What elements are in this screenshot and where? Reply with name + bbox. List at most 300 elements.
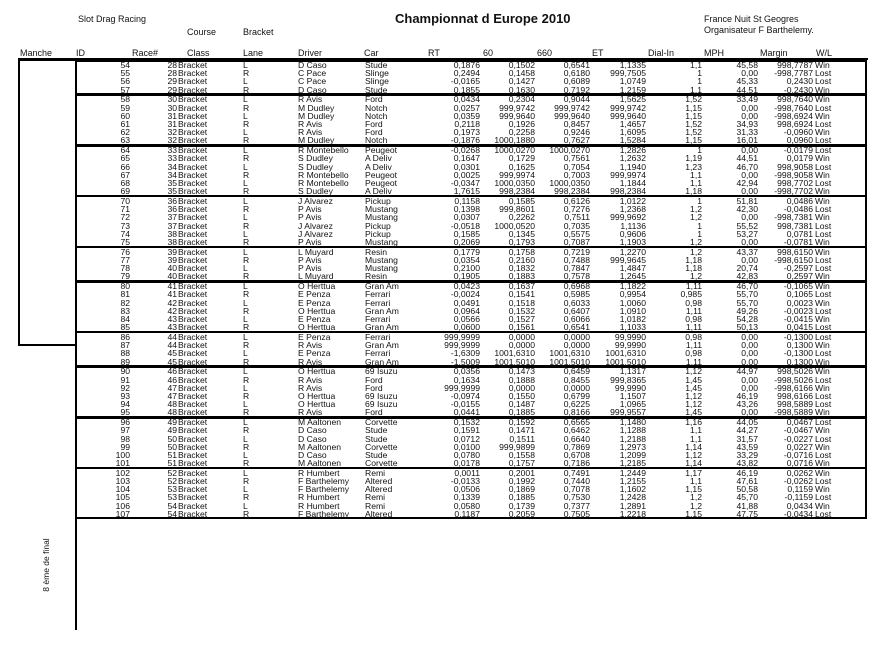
cell-660: 1001,6310 bbox=[549, 348, 590, 359]
cell-race: 41 bbox=[167, 281, 177, 292]
cell-660: 0,8455 bbox=[563, 374, 590, 385]
cell-dialin: 1,11 bbox=[685, 281, 702, 292]
cell-et: 1,1940 bbox=[619, 161, 646, 172]
col-car: Car bbox=[364, 48, 379, 58]
cell-lane: L bbox=[243, 145, 248, 156]
cell-margin: 0,1159 bbox=[787, 484, 813, 495]
cell-driver: D Caso bbox=[298, 433, 327, 444]
cell-class: Bracket bbox=[178, 390, 208, 401]
cell-race: 36 bbox=[167, 195, 177, 206]
cell-660: 0,9044 bbox=[563, 94, 590, 105]
cell-wl: Win bbox=[815, 212, 830, 223]
cell-et: 999,9640 bbox=[610, 110, 646, 121]
cell-60: 0,1471 bbox=[508, 425, 535, 436]
cell-lane: R bbox=[243, 254, 250, 265]
cell-driver: F Barthelemy bbox=[298, 484, 350, 495]
cell-car: Slinge bbox=[365, 76, 389, 87]
cell-race: 40 bbox=[167, 271, 177, 282]
cell-race: 47 bbox=[167, 390, 177, 401]
cell-class: Bracket bbox=[178, 417, 208, 428]
cell-660: 0,6459 bbox=[563, 366, 590, 377]
cell-rt: 0,0359 bbox=[453, 110, 480, 121]
cell-car: Peugeot bbox=[365, 169, 398, 180]
cell-et: 1,1480 bbox=[619, 417, 646, 428]
cell-et: 1,2099 bbox=[619, 449, 646, 460]
cell-660: 0,7003 bbox=[563, 169, 590, 180]
cell-race: 50 bbox=[167, 441, 177, 452]
cell-driver: R Avis bbox=[298, 382, 323, 393]
cell-60: 0,1729 bbox=[508, 153, 535, 164]
cell-660: 0,6565 bbox=[563, 417, 590, 428]
cell-rt: -0,1876 bbox=[450, 135, 480, 146]
cell-mph: 50,13 bbox=[736, 322, 758, 333]
table-row bbox=[0, 128, 894, 136]
cell-et: 1,0122 bbox=[619, 195, 646, 206]
cell-et: 1,2185 bbox=[619, 458, 646, 469]
cell-class: Bracket bbox=[178, 281, 208, 292]
cell-wl: Win bbox=[815, 84, 830, 95]
cell-lane: L bbox=[243, 467, 248, 478]
cell-class: Bracket bbox=[178, 458, 208, 469]
cell-id: 86 bbox=[120, 331, 130, 342]
cell-car: Pickup bbox=[365, 195, 391, 206]
cell-margin: -998,5889 bbox=[774, 407, 813, 418]
cell-class: Bracket bbox=[178, 433, 208, 444]
cell-60: 999,9640 bbox=[499, 110, 535, 121]
cell-rt: 0,0100 bbox=[453, 441, 480, 452]
cell-lane: R bbox=[243, 390, 250, 401]
cell-et: 1,0060 bbox=[619, 297, 646, 308]
cell-dialin: 1,15 bbox=[685, 102, 702, 113]
cell-60: 0,1739 bbox=[508, 500, 535, 511]
table-row bbox=[0, 323, 894, 331]
cell-margin: 998,5026 bbox=[777, 366, 813, 377]
cell-rt: 0,1187 bbox=[454, 508, 480, 519]
cell-margin: 998,9058 bbox=[777, 161, 813, 172]
cell-race: 51 bbox=[167, 458, 177, 469]
cell-car: Mustang bbox=[365, 204, 398, 215]
cell-margin: 0,2430 bbox=[786, 76, 813, 87]
cell-lane: R bbox=[243, 289, 250, 300]
table-row bbox=[0, 469, 894, 477]
cell-dialin: 1,14 bbox=[685, 441, 702, 452]
cell-660: 0,7578 bbox=[563, 271, 590, 282]
cell-car: Mustang bbox=[365, 254, 398, 265]
cell-margin: 998,7381 bbox=[777, 220, 813, 231]
cell-class: Bracket bbox=[178, 263, 208, 274]
cell-driver: D Caso bbox=[298, 449, 327, 460]
cell-driver: P Avis bbox=[298, 254, 322, 265]
table-row bbox=[0, 349, 894, 357]
cell-660: 0,6407 bbox=[563, 305, 590, 316]
table-row bbox=[0, 154, 894, 162]
cell-lane: L bbox=[243, 297, 248, 308]
cell-car: Ford bbox=[365, 374, 383, 385]
cell-et: 999,8365 bbox=[610, 374, 646, 385]
cell-rt: -0,0974 bbox=[450, 390, 480, 401]
cell-car: Notch bbox=[365, 135, 388, 146]
cell-id: 99 bbox=[120, 441, 130, 452]
cell-dialin: 1,1 bbox=[690, 433, 702, 444]
cell-rt: 0,0780 bbox=[453, 449, 480, 460]
cell-660: 0,6066 bbox=[563, 313, 590, 324]
cell-wl: Lost bbox=[815, 135, 832, 146]
cell-660: 0,6462 bbox=[563, 425, 590, 436]
cell-margin: -0,0262 bbox=[783, 476, 813, 487]
cell-rt: 0,0301 bbox=[453, 161, 480, 172]
cell-660: 0,0000 bbox=[563, 331, 590, 342]
cell-et: 1,0182 bbox=[619, 313, 646, 324]
cell-rt: 0,1647 bbox=[453, 153, 480, 164]
cell-et: 1,0910 bbox=[619, 305, 646, 316]
cell-rt: 0,1158 bbox=[454, 195, 480, 206]
cell-id: 96 bbox=[120, 417, 130, 428]
cell-60: 0,1630 bbox=[508, 84, 535, 95]
cell-car: Slinge bbox=[365, 68, 389, 79]
cell-margin: -0,1065 bbox=[783, 281, 813, 292]
cell-mph: 0,00 bbox=[741, 68, 758, 79]
cell-class: Bracket bbox=[178, 313, 208, 324]
cell-driver: O Herttua bbox=[298, 322, 336, 333]
cell-660: 0,7186 bbox=[563, 458, 590, 469]
cell-660: 999,9742 bbox=[554, 102, 590, 113]
cell-dialin: 1,19 bbox=[685, 153, 702, 164]
cell-wl: Lost bbox=[815, 161, 832, 172]
cell-margin: -998,6166 bbox=[774, 382, 813, 393]
cell-660: 0,7377 bbox=[563, 500, 590, 511]
cell-wl: Lost bbox=[815, 289, 832, 300]
cell-driver: C Pace bbox=[298, 76, 327, 87]
cell-class: Bracket bbox=[178, 212, 208, 223]
cell-et: 1,2270 bbox=[619, 246, 646, 257]
cell-margin: 998,6166 bbox=[777, 390, 813, 401]
cell-lane: R bbox=[243, 153, 250, 164]
cell-et: 999,7505 bbox=[610, 68, 646, 79]
cell-660: 1001,5010 bbox=[549, 356, 590, 367]
cell-60: 0,2304 bbox=[508, 94, 535, 105]
cell-et: 1,2449 bbox=[619, 467, 646, 478]
cell-id: 80 bbox=[120, 281, 130, 292]
cell-et: 1001,5010 bbox=[605, 356, 646, 367]
cell-margin: -0,0023 bbox=[783, 305, 813, 316]
cell-car: A Deliv bbox=[365, 161, 392, 172]
cell-mph: 31,57 bbox=[736, 433, 758, 444]
cell-660: 0,7561 bbox=[563, 153, 590, 164]
cell-wl: Lost bbox=[815, 417, 832, 428]
cell-rt: 0,1585 bbox=[453, 228, 480, 239]
cell-et: 0,9954 bbox=[619, 289, 646, 300]
cell-rt: 0,0356 bbox=[453, 366, 480, 377]
cell-driver: M Aaltonen bbox=[298, 458, 341, 469]
cell-class: Bracket bbox=[178, 407, 208, 418]
cell-et: 1,1033 bbox=[619, 322, 646, 333]
cell-id: 79 bbox=[120, 271, 130, 282]
cell-mph: 0,00 bbox=[741, 212, 758, 223]
cell-class: Bracket bbox=[178, 195, 208, 206]
cell-60: 0,1458 bbox=[508, 68, 535, 79]
cell-lane: L bbox=[243, 76, 248, 87]
cell-mph: 46,70 bbox=[736, 281, 758, 292]
cell-lane: L bbox=[243, 228, 248, 239]
cell-lane: L bbox=[243, 500, 248, 511]
cell-id: 62 bbox=[120, 127, 130, 138]
cell-et: 1,4847 bbox=[619, 263, 646, 274]
cell-dialin: 1,2 bbox=[690, 212, 702, 223]
cell-car: Altered bbox=[365, 476, 393, 487]
cell-race: 52 bbox=[167, 467, 177, 478]
table-row bbox=[0, 230, 894, 238]
cell-id: 54 bbox=[120, 60, 130, 70]
cell-60: 1000,0350 bbox=[494, 177, 535, 188]
cell-lane: R bbox=[243, 102, 250, 113]
cell-lane: L bbox=[243, 177, 248, 188]
organizer: Organisateur F Barthelemy. bbox=[704, 25, 814, 35]
cell-lane: R bbox=[243, 68, 250, 79]
table-row bbox=[0, 459, 894, 467]
cell-class: Bracket bbox=[178, 399, 208, 410]
cell-lane: R bbox=[243, 374, 250, 385]
cell-class: Bracket bbox=[178, 382, 208, 393]
cell-lane: R bbox=[243, 441, 250, 452]
table-row bbox=[0, 400, 894, 408]
cell-class: Bracket bbox=[178, 297, 208, 308]
cell-lane: R bbox=[243, 476, 250, 487]
cell-et: 999,9974 bbox=[610, 169, 646, 180]
cell-60: 1001,5010 bbox=[494, 356, 535, 367]
cell-car: Altered bbox=[365, 484, 393, 495]
cell-id: 67 bbox=[120, 169, 130, 180]
cell-rt: 0,2069 bbox=[453, 236, 480, 247]
cell-car: Peugeot bbox=[365, 145, 398, 156]
cell-dialin: 1,12 bbox=[685, 449, 702, 460]
cell-race: 38 bbox=[167, 228, 177, 239]
cell-race: 33 bbox=[167, 153, 177, 164]
table-row bbox=[0, 408, 894, 416]
cell-margin: -0,0415 bbox=[783, 313, 813, 324]
table-row bbox=[0, 136, 894, 144]
cell-wl: Lost bbox=[815, 331, 832, 342]
cell-margin: 0,0467 bbox=[786, 417, 813, 428]
cell-wl: Win bbox=[815, 60, 830, 70]
cell-class: Bracket bbox=[178, 110, 208, 121]
cell-wl: Win bbox=[815, 500, 830, 511]
cell-et: 1,1317 bbox=[619, 366, 646, 377]
table-row bbox=[0, 95, 894, 103]
cell-driver: O Herttua bbox=[298, 390, 336, 401]
table-row bbox=[0, 272, 894, 280]
cell-margin: 0,0960 bbox=[786, 135, 813, 146]
cell-id: 66 bbox=[120, 161, 130, 172]
cell-wl: Win bbox=[815, 407, 830, 418]
cell-et: 99,9990 bbox=[614, 340, 646, 351]
cell-60: 1001,6310 bbox=[494, 348, 535, 359]
cell-margin: 998,6924 bbox=[777, 118, 813, 129]
cell-et: 99,9990 bbox=[614, 331, 646, 342]
cell-dialin: 1,2 bbox=[690, 500, 702, 511]
cell-dialin: 1,18 bbox=[685, 254, 702, 265]
cell-lane: L bbox=[243, 94, 248, 105]
table-row bbox=[0, 163, 894, 171]
cell-driver: O Herttua bbox=[298, 305, 336, 316]
cell-mph: 31,33 bbox=[736, 127, 758, 138]
cell-race: 41 bbox=[167, 289, 177, 300]
col-lane: Lane bbox=[243, 48, 264, 58]
cell-rt: 0,0434 bbox=[453, 94, 480, 105]
table-row bbox=[0, 213, 894, 221]
cell-wl: Win bbox=[815, 169, 830, 180]
cell-wl: Win bbox=[815, 458, 830, 469]
cell-driver: R Avis bbox=[298, 407, 323, 418]
cell-mph: 0,00 bbox=[741, 102, 758, 113]
cell-60: 0,1592 bbox=[508, 417, 535, 428]
cell-race: 43 bbox=[167, 322, 177, 333]
cell-dialin: 1,45 bbox=[685, 407, 702, 418]
col-margin: Margin bbox=[760, 48, 788, 58]
cell-car: Corvette bbox=[365, 417, 398, 428]
bracket-label: Bracket bbox=[243, 27, 274, 37]
cell-lane: R bbox=[243, 169, 250, 180]
cell-rt: -0,0165 bbox=[450, 76, 480, 87]
cell-car: Notch bbox=[365, 110, 388, 121]
cell-lane: R bbox=[243, 271, 250, 282]
cell-rt: -0,0024 bbox=[450, 289, 480, 300]
cell-wl: Win bbox=[815, 366, 830, 377]
cell-id: 58 bbox=[120, 94, 130, 105]
table-row bbox=[0, 451, 894, 459]
cell-class: Bracket bbox=[178, 204, 208, 215]
cell-car: Pickup bbox=[365, 228, 391, 239]
cell-et: 1,1136 bbox=[620, 220, 646, 231]
cell-car: Ferrari bbox=[365, 348, 391, 359]
cell-class: Bracket bbox=[178, 118, 208, 129]
cell-et: 1,1844 bbox=[619, 177, 646, 188]
cell-car: 69 Isuzu bbox=[365, 399, 398, 410]
cell-60: 998,2384 bbox=[499, 186, 535, 197]
table-row bbox=[0, 61, 894, 69]
cell-60: 0,2001 bbox=[508, 467, 535, 478]
cell-car: Resin bbox=[365, 246, 387, 257]
cell-driver: R Montebello bbox=[298, 177, 349, 188]
cell-dialin: 1,18 bbox=[685, 186, 702, 197]
cell-car: Ford bbox=[365, 94, 383, 105]
cell-car: Ferrari bbox=[365, 313, 391, 324]
cell-race: 50 bbox=[167, 433, 177, 444]
cell-lane: L bbox=[243, 417, 248, 428]
cell-lane: L bbox=[243, 263, 248, 274]
cell-60: 0,1637 bbox=[508, 281, 535, 292]
cell-margin: 0,0415 bbox=[786, 322, 813, 333]
table-row bbox=[0, 443, 894, 451]
cell-dialin: 1,45 bbox=[685, 382, 702, 393]
cell-660: 0,7087 bbox=[563, 236, 590, 247]
cell-mph: 0,00 bbox=[741, 382, 758, 393]
col-race: Race# bbox=[132, 48, 159, 58]
cell-60: 0,0000 bbox=[508, 382, 535, 393]
table-row bbox=[0, 315, 894, 323]
cell-rt: 0,1973 bbox=[453, 127, 480, 138]
cell-id: 64 bbox=[120, 145, 130, 156]
col-et: ET bbox=[592, 48, 604, 58]
table-row bbox=[0, 435, 894, 443]
cell-60: 0,0000 bbox=[508, 340, 535, 351]
cell-60: 1000,0270 bbox=[494, 145, 535, 156]
cell-class: Bracket bbox=[178, 60, 208, 70]
cell-rt: 0,2100 bbox=[453, 263, 480, 274]
cell-wl: Lost bbox=[815, 228, 832, 239]
cell-margin: 0,0262 bbox=[786, 467, 813, 478]
cell-660: 0,6180 bbox=[563, 68, 590, 79]
cell-660: 0,6708 bbox=[563, 449, 590, 460]
cell-margin: -998,7381 bbox=[774, 212, 813, 223]
table-row bbox=[0, 392, 894, 400]
table-row bbox=[0, 426, 894, 434]
cell-rt: 0,2118 bbox=[454, 118, 480, 129]
cell-660: 998,2384 bbox=[554, 186, 590, 197]
cell-dialin: 1,1 bbox=[690, 169, 702, 180]
cell-margin: 0,0179 bbox=[786, 153, 813, 164]
cell-driver: J Alvarez bbox=[298, 220, 333, 231]
cell-margin: -0,0781 bbox=[783, 236, 813, 247]
cell-class: Bracket bbox=[178, 340, 208, 351]
table-row bbox=[0, 341, 894, 349]
cell-60: 0,1558 bbox=[508, 449, 535, 460]
cell-race: 39 bbox=[167, 254, 177, 265]
cell-car: Ford bbox=[365, 407, 383, 418]
cell-wl: Lost bbox=[815, 263, 832, 274]
cell-class: Bracket bbox=[178, 425, 208, 436]
cell-id: 56 bbox=[120, 76, 130, 87]
cell-class: Bracket bbox=[178, 271, 208, 282]
cell-et: 1,2645 bbox=[619, 271, 646, 282]
cell-wl: Lost bbox=[815, 476, 832, 487]
cell-margin: 0,0716 bbox=[786, 458, 813, 469]
cell-et: 1,2826 bbox=[619, 145, 646, 156]
cell-car: Ferrari bbox=[365, 297, 391, 308]
cell-driver: J Alvarez bbox=[298, 195, 333, 206]
cell-mph: 0,00 bbox=[741, 407, 758, 418]
cell-60: 0,1869 bbox=[508, 484, 535, 495]
cell-wl: Win bbox=[815, 127, 830, 138]
cell-race: 44 bbox=[167, 331, 177, 342]
col-660: 660 bbox=[537, 48, 553, 58]
cell-margin: 998,7640 bbox=[777, 94, 813, 105]
cell-rt: -0,0518 bbox=[450, 220, 480, 231]
cell-id: 74 bbox=[120, 228, 130, 239]
cell-60: 0,1550 bbox=[508, 390, 535, 401]
cell-dialin: 1 bbox=[697, 145, 702, 156]
cell-driver: C Pace bbox=[298, 68, 327, 79]
cell-race: 30 bbox=[167, 94, 177, 105]
cell-rt: 999,9999 bbox=[444, 340, 480, 351]
table-row bbox=[0, 264, 894, 272]
cell-driver: J Alvarez bbox=[298, 228, 333, 239]
cell-mph: 54,28 bbox=[736, 313, 758, 324]
cell-id: 73 bbox=[120, 220, 130, 231]
cell-lane: L bbox=[243, 161, 248, 172]
cell-mph: 43,82 bbox=[736, 458, 758, 469]
cell-dialin: 1,12 bbox=[685, 399, 702, 410]
cell-60: 0,1832 bbox=[508, 263, 535, 274]
cell-margin: -0,0486 bbox=[783, 204, 813, 215]
cell-driver: M Aaltonen bbox=[298, 417, 341, 428]
cell-rt: 0,0491 bbox=[453, 297, 480, 308]
cell-wl: Lost bbox=[815, 204, 832, 215]
cell-driver: R Avis bbox=[298, 340, 323, 351]
cell-race: 34 bbox=[167, 169, 177, 180]
cell-id: 102 bbox=[115, 467, 130, 478]
cell-et: 0,9606 bbox=[619, 228, 646, 239]
cell-rt: 0,0506 bbox=[453, 484, 480, 495]
